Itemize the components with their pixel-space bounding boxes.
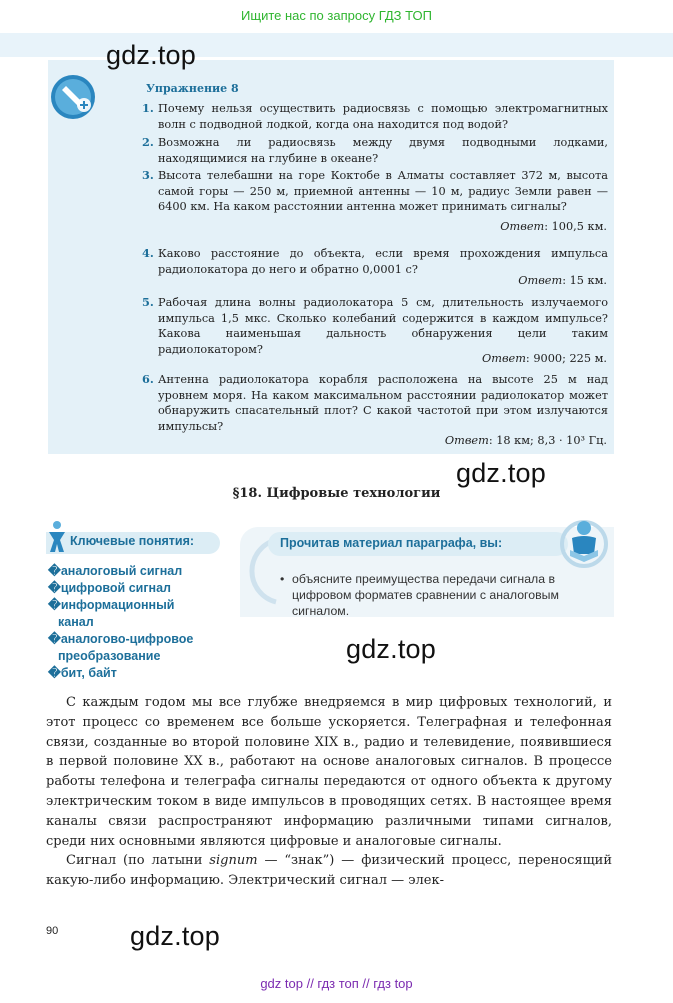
answer-label: Ответ: [444, 434, 489, 447]
question-text: Антенна радиолокатора корабля расположена на высоте 25 м над уровнем моря. На каком максимальном расстоянии радиолокатор может обнаружить спасательный плот? С какой частотой при этом излучаются импульсы?: [158, 373, 608, 433]
body-text: [46, 693, 612, 891]
answer-value: : 18 км; 8,3 · 10³ Гц.: [488, 434, 607, 447]
top-banner[interactable]: Ищите нас по запросу ГДЗ ТОП: [241, 8, 432, 23]
top-band: [0, 33, 673, 57]
key-concepts-list: [48, 563, 193, 682]
question-number: 1.: [142, 101, 154, 115]
key-concept-item: канал: [58, 615, 94, 629]
key-concepts-title: Ключевые понятия:: [70, 534, 195, 548]
question-text: Возможна ли радиосвязь между двумя подводными лодками, находящимися на глубине в океане?: [158, 136, 608, 165]
pencil-icon: [48, 72, 98, 122]
question-2: [142, 135, 608, 166]
answer-value: : 9000; 225 м.: [525, 352, 607, 365]
question-number: 5.: [142, 295, 154, 309]
watermark: gdz.top: [106, 40, 196, 70]
reading-bullet-text: объясните преимущества передачи сигнала в цифровом форматев сравнении с аналоговым сигналом.: [292, 572, 559, 618]
question-number: 3.: [142, 168, 154, 182]
question-text: Почему нельзя осуществить радиосвязь с помощью электромагнитных волн с подводной лодкой, когда она находится под водой?: [158, 102, 608, 131]
question-4: [142, 246, 608, 277]
answer-3: [500, 220, 607, 233]
question-text: Рабочая длина волны радиолокатора 5 см, длительность излучаемого импульса 1,5 мкс. Сколько колебаний содержится в каждом импульсе? Какова наименьшая дальность обнаружения цели таким радиолокатором?: [158, 296, 608, 356]
reading-title: Прочитав материал параграфа, вы:: [280, 536, 503, 550]
question-3: [142, 168, 608, 215]
section-title: §18. Цифровые технологии: [232, 486, 441, 501]
paragraph-2: [46, 851, 612, 891]
key-concept-item: преобразование: [58, 649, 161, 663]
question-5: [142, 295, 608, 357]
question-number: 6.: [142, 372, 154, 386]
answer-label: Ответ: [500, 220, 545, 233]
answer-4: [518, 274, 607, 287]
bullet-mark: •: [280, 572, 285, 586]
key-concept-item: �информационный: [48, 598, 175, 612]
watermark: gdz.top: [456, 458, 546, 488]
page-number: 90: [46, 925, 59, 937]
key-concept-item: �цифровой сигнал: [48, 581, 171, 595]
question-number: 4.: [142, 246, 154, 260]
reader-icon: [556, 514, 612, 570]
key-concept-item: �аналогово-цифровое: [48, 632, 194, 646]
paragraph-2-end: — “знак”) — физический процесс, переносящий какую-либо информацию. Электрический сигнал — элек-: [46, 853, 612, 889]
key-concept-item: �аналоговый сигнал: [48, 564, 183, 578]
question-1: [142, 101, 608, 132]
answer-value: : 15 км.: [562, 274, 607, 287]
key-concept-item: �бит, байт: [48, 666, 117, 680]
answer-value: : 100,5 км.: [544, 220, 607, 233]
question-number: 2.: [142, 135, 154, 149]
person-icon: [46, 520, 68, 554]
question-6: [142, 372, 608, 434]
watermark: gdz.top: [130, 921, 220, 951]
reading-bullet: [280, 571, 610, 619]
paragraph-1: С каждым годом мы все глубже внедряемся в мир цифровых технологий, и этот процесс со временем все больше ускоряется. Телеграфная и телефонная связи, созданные во второй половине XIX в., радио и телевидение, появившиеся в первой половине XX в., работают на основе аналоговых сигналов. В процессе работы телефона и телеграфа сигналы передаются от одного объекта к другому электрическим током в виде импульсов в проводящих сетях. В настоящее время каналы связи распространяют информацию различными типами сигналов, среди них основными являются цифровые и аналоговые сигналы.: [46, 695, 612, 849]
answer-label: Ответ: [518, 274, 563, 287]
question-text: Высота телебашни на горе Коктобе в Алматы составляет 372 м, высота самой горы — 250 м, приемной антенны — 10 м, радиус Земли равен — 6400 км. На каком расстоянии антенна может принимать сигналы?: [158, 169, 608, 213]
footer-links[interactable]: gdz top // гдз топ // гдз top: [260, 976, 413, 991]
answer-5: [482, 352, 607, 365]
answer-6: [445, 434, 607, 447]
latin-word: signum: [209, 853, 258, 869]
exercise-title: Упражнение 8: [146, 82, 239, 95]
watermark: gdz.top: [346, 634, 436, 664]
question-text: Каково расстояние до объекта, если время прохождения импульса радиолокатора до него и обратно 0,0001 с?: [158, 247, 608, 276]
answer-label: Ответ: [481, 352, 526, 365]
paragraph-2-start: Сигнал (по латыни: [66, 853, 210, 869]
